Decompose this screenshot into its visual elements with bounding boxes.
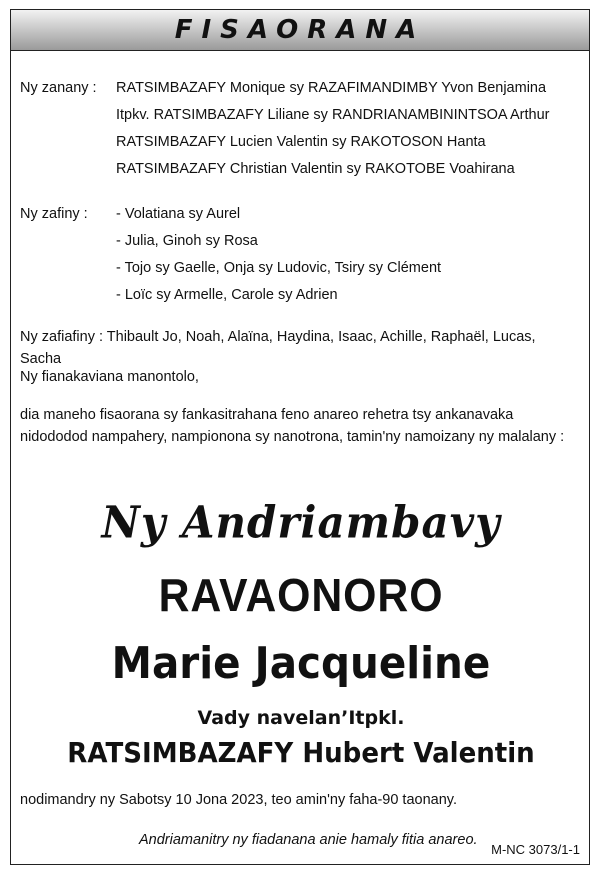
zafiny-line: - Loïc sy Armelle, Carole sy Adrien xyxy=(116,286,338,303)
zanany-label: Ny zanany : xyxy=(20,79,97,96)
zanany-row xyxy=(20,155,580,182)
notice-frame xyxy=(10,9,590,865)
zafiny-line: - Volatiana sy Aurel xyxy=(116,205,241,222)
zanany-line: RATSIMBAZAFY Christian Valentin sy RAKOTOBE Voahirana xyxy=(116,160,515,177)
zanany-row xyxy=(20,74,580,101)
zafiny-label: Ny zafiny : xyxy=(20,205,88,222)
header-banner xyxy=(11,10,589,51)
fianakaviana-text: Ny fianakaviana manontolo, xyxy=(20,369,199,385)
notice-title: FISAORANA xyxy=(174,15,426,45)
zafiny-row xyxy=(20,227,580,254)
zanany-line: RATSIMBAZAFY Lucien Valentin sy RAKOTOSON Hanta xyxy=(116,133,486,150)
death-notice: nodimandry ny Sabotsy 10 Jona 2023, teo amin'ny faha-90 taonany. xyxy=(20,792,457,808)
spouse-name: RATSIMBAZAFY Hubert Valentin xyxy=(67,736,535,769)
zanany-row xyxy=(20,128,580,155)
family-list xyxy=(20,74,580,308)
zafiny-row xyxy=(20,254,580,281)
deceased-surname: RAVAONORO xyxy=(158,569,444,621)
honorific: Ny Andriambavy xyxy=(101,496,501,549)
zanany-row xyxy=(20,101,580,128)
deceased-given-names: Marie Jacqueline xyxy=(111,638,491,689)
zanany-line: RATSIMBAZAFY Monique sy RAZAFIMANDIMBY Yvon Benjamina xyxy=(116,79,547,96)
zafiny-row xyxy=(20,281,580,308)
thanks-message: dia maneho fisaorana sy fankasitrahana feno anareo rehetra tsy ankanavaka nidododod nampahery, nampionona sy nanotrona, tamin'ny namoizany ny malalany : xyxy=(20,407,565,445)
reference-code: M-NC 3073/1-1 xyxy=(491,842,580,857)
closing-blessing: Andriamanitry ny fiadanana anie hamaly fitia anareo. xyxy=(139,832,478,848)
zafiny-row xyxy=(20,200,580,227)
zanany-line: Itpkv. RATSIMBAZAFY Liliane sy RANDRIANAMBININTSOA Arthur xyxy=(116,106,550,123)
widow-of-line: Vady navelan’Itpkl. xyxy=(197,707,405,729)
zafiny-line: - Tojo sy Gaelle, Onja sy Ludovic, Tsiry sy Clément xyxy=(116,259,442,276)
zafiny-line: - Julia, Ginoh sy Rosa xyxy=(116,232,258,249)
zafiafiny-text: Ny zafiafiny : Thibault Jo, Noah, Alaïna, Haydina, Isaac, Achille, Raphaël, Lucas, Sacha xyxy=(20,329,536,367)
